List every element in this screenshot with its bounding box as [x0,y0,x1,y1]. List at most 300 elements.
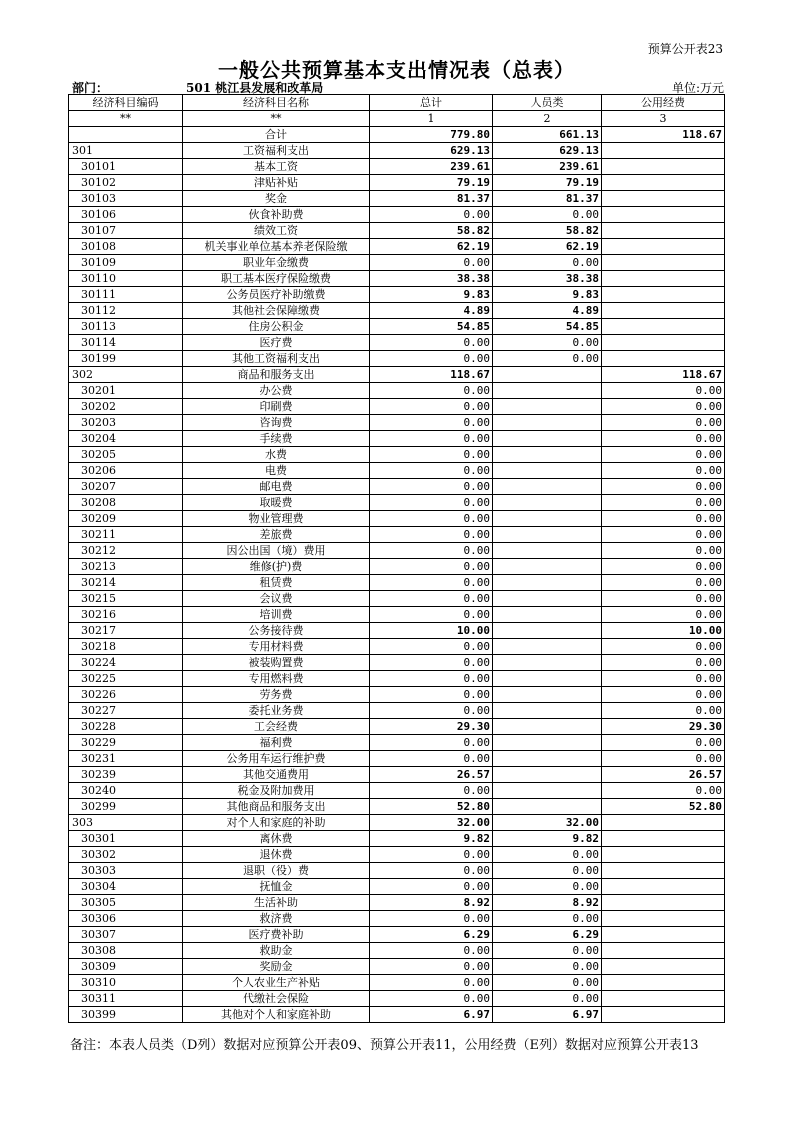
row-public-cell: 0.00 [602,751,725,767]
row-total-cell: 54.85 [370,319,493,335]
row-code-cell: 30103 [69,191,183,207]
row-code-cell: 30216 [69,607,183,623]
row-name-cell: 电费 [183,463,370,479]
table-row [69,895,725,911]
row-code-cell: 30305 [69,895,183,911]
table-row [69,607,725,623]
row-personnel-cell: 0.00 [493,351,602,367]
row-name-cell: 奖励金 [183,959,370,975]
table-row [69,239,725,255]
department-label: 部门： [72,81,109,95]
row-code-cell: 30107 [69,223,183,239]
row-name-cell: 绩效工资 [183,223,370,239]
row-public-cell [602,223,725,239]
expenditure-table [68,94,725,1023]
row-total-cell: 0.00 [370,591,493,607]
row-code-cell: 30218 [69,639,183,655]
row-personnel-cell [493,527,602,543]
row-personnel-cell: 0.00 [493,335,602,351]
row-code-cell: 30102 [69,175,183,191]
row-personnel-cell [493,431,602,447]
row-public-cell: 0.00 [602,543,725,559]
row-total-cell: 81.37 [370,191,493,207]
table-row [69,287,725,303]
row-personnel-cell: 4.89 [493,303,602,319]
table-row [69,255,725,271]
row-public-cell: 0.00 [602,527,725,543]
row-total-cell: 0.00 [370,879,493,895]
row-name-cell: 租赁费 [183,575,370,591]
row-personnel-cell [493,719,602,735]
table-row [69,687,725,703]
row-code-cell: 30226 [69,687,183,703]
row-total-cell: 0.00 [370,943,493,959]
row-personnel-cell: 239.61 [493,159,602,175]
row-name-cell: 咨询费 [183,415,370,431]
row-personnel-cell: 0.00 [493,255,602,271]
row-code-cell: 30114 [69,335,183,351]
page-title: 一般公共预算基本支出情况表（总表） [218,58,575,82]
row-code-cell: 30303 [69,863,183,879]
row-total-cell: 29.30 [370,719,493,735]
row-name-cell: 基本工资 [183,159,370,175]
row-total-cell: 0.00 [370,559,493,575]
row-personnel-cell [493,591,602,607]
row-code-cell: 30302 [69,847,183,863]
row-total-cell: 0.00 [370,351,493,367]
row-personnel-cell [493,655,602,671]
table-row [69,815,725,831]
row-code-cell: 30106 [69,207,183,223]
row-code-cell: 30209 [69,511,183,527]
row-code-cell: 301 [69,143,183,159]
row-personnel-cell: 0.00 [493,991,602,1007]
row-total-cell: 0.00 [370,383,493,399]
row-code-cell: 30225 [69,671,183,687]
row-public-cell: 0.00 [602,783,725,799]
table-row [69,367,725,383]
table-row [69,959,725,975]
row-public-cell: 118.67 [602,127,725,143]
row-name-cell: 退休费 [183,847,370,863]
row-name-cell: 生活补助 [183,895,370,911]
row-total-cell: 52.80 [370,799,493,815]
row-code-cell: 30213 [69,559,183,575]
row-code-cell: 30310 [69,975,183,991]
table-row [69,751,725,767]
table-row [69,863,725,879]
row-personnel-cell [493,671,602,687]
row-total-cell: 0.00 [370,511,493,527]
row-personnel-cell: 58.82 [493,223,602,239]
row-name-cell: 差旅费 [183,527,370,543]
unit-label: 单位:万元 [671,81,724,95]
row-name-cell: 办公费 [183,383,370,399]
row-code-cell: 30101 [69,159,183,175]
row-code-cell: 30199 [69,351,183,367]
row-total-cell: 8.92 [370,895,493,911]
row-total-cell: 0.00 [370,687,493,703]
row-personnel-cell: 32.00 [493,815,602,831]
row-total-cell: 0.00 [370,703,493,719]
row-personnel-cell: 661.13 [493,127,602,143]
row-public-cell [602,991,725,1007]
row-code-cell: 30217 [69,623,183,639]
row-total-cell: 0.00 [370,495,493,511]
row-total-cell: 0.00 [370,655,493,671]
row-total-cell: 0.00 [370,671,493,687]
table-row [69,175,725,191]
table-row [69,335,725,351]
row-name-cell: 手续费 [183,431,370,447]
row-name-cell: 职业年金缴费 [183,255,370,271]
row-public-cell [602,191,725,207]
row-personnel-cell [493,799,602,815]
row-name-cell: 工会经费 [183,719,370,735]
row-code-cell: 30203 [69,415,183,431]
table-row [69,911,725,927]
row-personnel-cell [493,607,602,623]
table-row [69,463,725,479]
subheader-row [69,111,725,127]
row-public-cell: 0.00 [602,463,725,479]
row-personnel-cell [493,367,602,383]
row-name-cell: 奖金 [183,191,370,207]
row-public-cell [602,335,725,351]
row-name-cell: 维修(护)费 [183,559,370,575]
row-total-cell: 0.00 [370,975,493,991]
row-personnel-cell: 6.97 [493,1007,602,1023]
row-public-cell [602,959,725,975]
row-personnel-cell [493,575,602,591]
row-total-cell: 4.89 [370,303,493,319]
row-personnel-cell: 0.00 [493,959,602,975]
subheader-public: 3 [602,111,725,127]
row-total-cell: 0.00 [370,575,493,591]
table-row [69,303,725,319]
row-personnel-cell: 9.83 [493,287,602,303]
row-total-cell: 0.00 [370,207,493,223]
row-personnel-cell [493,703,602,719]
table-row [69,415,725,431]
row-code-cell: 30307 [69,927,183,943]
subheader-code: ** [69,111,183,127]
row-name-cell: 救济费 [183,911,370,927]
header-total: 总计 [370,95,493,111]
row-personnel-cell: 9.82 [493,831,602,847]
row-name-cell: 被装购置费 [183,655,370,671]
row-personnel-cell [493,495,602,511]
row-public-cell [602,943,725,959]
row-personnel-cell: 629.13 [493,143,602,159]
row-code-cell: 30227 [69,703,183,719]
row-name-cell: 其他交通费用 [183,767,370,783]
row-name-cell: 津贴补贴 [183,175,370,191]
row-public-cell: 26.57 [602,767,725,783]
row-name-cell: 劳务费 [183,687,370,703]
table-row [69,479,725,495]
row-code-cell: 30308 [69,943,183,959]
row-public-cell [602,831,725,847]
row-code-cell: 30240 [69,783,183,799]
report-meta [70,79,724,93]
row-public-cell [602,1007,725,1023]
row-name-cell: 其他工资福利支出 [183,351,370,367]
table-row [69,639,725,655]
row-public-cell [602,239,725,255]
row-personnel-cell: 0.00 [493,863,602,879]
table-row [69,1007,725,1023]
row-public-cell [602,175,725,191]
row-total-cell: 0.00 [370,447,493,463]
row-code-cell: 30224 [69,655,183,671]
row-name-cell: 邮电费 [183,479,370,495]
row-total-cell: 58.82 [370,223,493,239]
row-personnel-cell: 0.00 [493,207,602,223]
row-code-cell: 30111 [69,287,183,303]
row-name-cell: 救助金 [183,943,370,959]
header-name: 经济科目名称 [183,95,370,111]
row-name-cell: 商品和服务支出 [183,367,370,383]
row-code-cell: 30206 [69,463,183,479]
row-personnel-cell: 6.29 [493,927,602,943]
table-row [69,143,725,159]
row-code-cell: 30301 [69,831,183,847]
table-row [69,207,725,223]
row-code-cell: 303 [69,815,183,831]
row-name-cell: 培训费 [183,607,370,623]
row-public-cell: 0.00 [602,431,725,447]
table-row [69,655,725,671]
row-name-cell: 因公出国（境）费用 [183,543,370,559]
row-personnel-cell: 0.00 [493,847,602,863]
row-public-cell [602,143,725,159]
row-public-cell [602,895,725,911]
row-name-cell: 医疗费补助 [183,927,370,943]
row-total-cell: 0.00 [370,399,493,415]
row-public-cell [602,975,725,991]
subheader-name: ** [183,111,370,127]
row-code-cell: 30108 [69,239,183,255]
row-name-cell: 工资福利支出 [183,143,370,159]
row-name-cell: 退职（役）费 [183,863,370,879]
row-code-cell: 30239 [69,767,183,783]
row-code-cell: 30202 [69,399,183,415]
row-code-cell: 30208 [69,495,183,511]
row-personnel-cell: 8.92 [493,895,602,911]
table-row [69,383,725,399]
row-public-cell [602,879,725,895]
table-row [69,127,725,143]
row-personnel-cell [493,479,602,495]
row-public-cell: 0.00 [602,591,725,607]
table-row [69,527,725,543]
row-total-cell: 0.00 [370,255,493,271]
row-public-cell: 0.00 [602,735,725,751]
table-row [69,223,725,239]
row-public-cell: 0.00 [602,639,725,655]
table-row [69,447,725,463]
header-public: 公用经费 [602,95,725,111]
subheader-personnel: 2 [493,111,602,127]
row-name-cell: 水费 [183,447,370,463]
row-code-cell: 30112 [69,303,183,319]
row-name-cell: 取暖费 [183,495,370,511]
table-row [69,879,725,895]
row-total-cell: 0.00 [370,607,493,623]
table-row [69,719,725,735]
row-personnel-cell [493,511,602,527]
row-name-cell: 专用燃料费 [183,671,370,687]
row-personnel-cell [493,543,602,559]
row-public-cell [602,271,725,287]
row-name-cell: 抚恤金 [183,879,370,895]
row-personnel-cell [493,415,602,431]
row-total-cell: 6.29 [370,927,493,943]
row-name-cell: 委托业务费 [183,703,370,719]
row-personnel-cell: 38.38 [493,271,602,287]
row-total-cell: 0.00 [370,735,493,751]
row-public-cell [602,159,725,175]
table-row [69,623,725,639]
row-total-cell: 62.19 [370,239,493,255]
row-public-cell: 0.00 [602,687,725,703]
row-code-cell: 30228 [69,719,183,735]
row-personnel-cell [493,751,602,767]
row-personnel-cell: 0.00 [493,975,602,991]
row-public-cell: 52.80 [602,799,725,815]
row-public-cell: 0.00 [602,399,725,415]
table-row [69,831,725,847]
row-public-cell: 0.00 [602,479,725,495]
table-row [69,799,725,815]
row-public-cell: 0.00 [602,559,725,575]
row-name-cell: 印刷费 [183,399,370,415]
row-name-cell: 个人农业生产补贴 [183,975,370,991]
row-total-cell: 6.97 [370,1007,493,1023]
table-row [69,591,725,607]
row-public-cell [602,319,725,335]
table-row [69,943,725,959]
table-row [69,543,725,559]
row-public-cell [602,847,725,863]
row-total-cell: 79.19 [370,175,493,191]
row-code-cell: 30211 [69,527,183,543]
row-name-cell: 公务用车运行维护费 [183,751,370,767]
row-total-cell: 26.57 [370,767,493,783]
row-total-cell: 0.00 [370,959,493,975]
row-name-cell: 离休费 [183,831,370,847]
row-personnel-cell [493,735,602,751]
row-total-cell: 32.00 [370,815,493,831]
row-code-cell: 30399 [69,1007,183,1023]
row-name-cell: 物业管理费 [183,511,370,527]
table-row [69,511,725,527]
row-total-cell: 0.00 [370,751,493,767]
row-public-cell: 0.00 [602,495,725,511]
row-code-cell: 30311 [69,991,183,1007]
row-code-cell: 30201 [69,383,183,399]
row-code-cell: 30212 [69,543,183,559]
table-row [69,735,725,751]
row-total-cell: 118.67 [370,367,493,383]
table-row [69,671,725,687]
header-code: 经济科目编码 [69,95,183,111]
row-personnel-cell [493,463,602,479]
row-name-cell: 其他商品和服务支出 [183,799,370,815]
row-personnel-cell [493,767,602,783]
row-total-cell: 0.00 [370,415,493,431]
row-public-cell [602,351,725,367]
row-name-cell: 代缴社会保险 [183,991,370,1007]
row-personnel-cell: 79.19 [493,175,602,191]
subheader-total: 1 [370,111,493,127]
row-public-cell: 0.00 [602,447,725,463]
row-personnel-cell [493,559,602,575]
row-public-cell [602,815,725,831]
row-total-cell: 0.00 [370,463,493,479]
row-personnel-cell: 81.37 [493,191,602,207]
row-code-cell: 30309 [69,959,183,975]
row-name-cell: 合计 [183,127,370,143]
table-row [69,703,725,719]
row-personnel-cell: 62.19 [493,239,602,255]
row-public-cell: 118.67 [602,367,725,383]
table-row [69,271,725,287]
row-name-cell: 机关事业单位基本养老保险缴 [183,239,370,255]
table-row [69,927,725,943]
row-code-cell: 30229 [69,735,183,751]
row-name-cell: 住房公积金 [183,319,370,335]
table-row [69,975,725,991]
row-public-cell: 0.00 [602,607,725,623]
row-code-cell: 30231 [69,751,183,767]
table-row [69,575,725,591]
row-personnel-cell: 0.00 [493,879,602,895]
row-total-cell: 9.82 [370,831,493,847]
row-total-cell: 0.00 [370,991,493,1007]
row-name-cell: 伙食补助费 [183,207,370,223]
row-total-cell: 0.00 [370,863,493,879]
row-name-cell: 专用材料费 [183,639,370,655]
row-code-cell: 30205 [69,447,183,463]
row-personnel-cell [493,639,602,655]
table-row [69,319,725,335]
table-row [69,351,725,367]
row-public-cell [602,207,725,223]
row-total-cell: 0.00 [370,911,493,927]
table-row [69,431,725,447]
row-personnel-cell [493,447,602,463]
row-total-cell: 0.00 [370,639,493,655]
row-code-cell: 30299 [69,799,183,815]
row-total-cell: 779.80 [370,127,493,143]
row-public-cell [602,303,725,319]
row-code-cell: 302 [69,367,183,383]
header-personnel: 人员类 [493,95,602,111]
row-code-cell [69,127,183,143]
row-total-cell: 0.00 [370,847,493,863]
table-row [69,495,725,511]
row-total-cell: 0.00 [370,527,493,543]
row-personnel-cell [493,623,602,639]
table-row [69,159,725,175]
row-personnel-cell: 54.85 [493,319,602,335]
department-name: 501 桃江县发展和改革局 [186,81,324,95]
row-public-cell: 0.00 [602,671,725,687]
row-public-cell: 0.00 [602,575,725,591]
table-row [69,847,725,863]
